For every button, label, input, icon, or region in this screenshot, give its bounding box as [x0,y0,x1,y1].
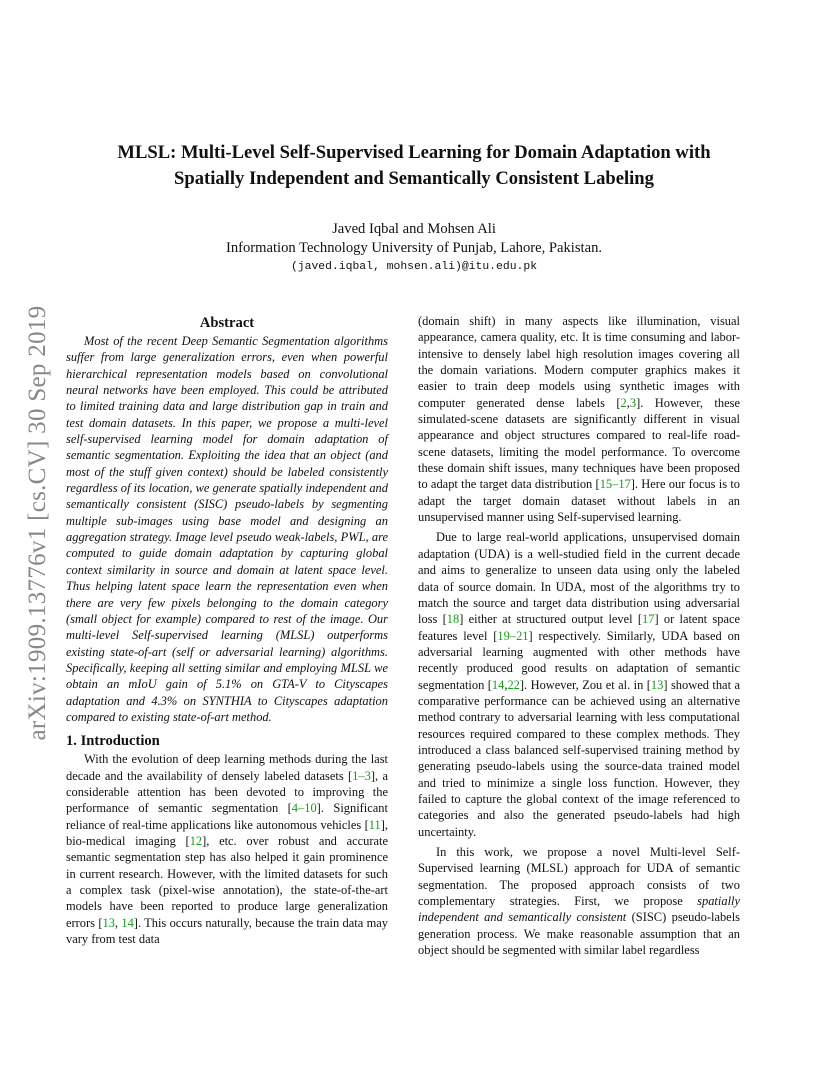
abstract-heading: Abstract [199,315,255,331]
paper-title [70,140,758,192]
author-email: (javed.iqbal, mohsen.ali)@itu.edu.pk [290,261,538,273]
title-line-1: MLSL: Multi-Level Self-Supervised Learning for Domain Adaptation with [117,142,711,163]
citation-link[interactable]: 14 [121,915,134,930]
citation-link[interactable]: 15–17 [599,477,631,492]
citation-link[interactable]: 12 [189,833,203,848]
author-affiliation: Information Technology University of Punjab, Lahore, Pakistan. [225,240,603,256]
arxiv-sidebar [20,285,56,760]
citation-link[interactable]: 13 [650,677,664,692]
citation-link[interactable]: 11 [368,817,381,832]
title-line-2: Spatially Independent and Semantically Consistent Labeling [174,168,654,189]
author-names: Javed Iqbal and Mohsen Ali [332,221,496,237]
intro-paragraph-2: Due to large real-world applications, unsupervised domain adaptation (UDA) is a well-studied field in the current decade and aims to generalize to unseen data using only the labeled data of source domain. In UDA, most of the algorithms try to match the source and target data distribution using adversarial loss [18] either at structured output level [17] or latent space features level [19–21] respectively. Similarly, UDA based on adversarial learning augmented with other methods have recently produced good results on adaptation of semantic segmentation [14,22]. However, Zou et al. in [13] showed that a comparative performance can be achieved using an alternative method contrary to adversarial learning with less computational resources required compared to these complex methods. They introduced a class balanced self-supervised training method by generating pseudo-labels using the source-data trained model and tried to minimize a single loss function. However, they failed to capture the global context of the image referenced to categories and also the generated pseudo-labels had high uncertainty. [418,530,741,839]
abstract-text: Most of the recent Deep Semantic Segmentation algorithms suffer from large generalization errors, even when powerful hierarchical representation models based on convolutional neural networks have been employed. This could be attributed to limited training data and large distribution gap in train and test domain datasets. In this paper, we propose a multi-level self-supervised learning model for domain adaptation of semantic segmentation. Exploiting the idea that an object (and most of the stuff given context) should be labeled consistently regardless of its location, we generate spatially independent and semantically consistent (SISC) pseudo-labels by segmenting multiple sub-images using base model and designing an aggregation strategy. Image level pseudo weak-labels, PWL, are computed to guide domain adaptation by capturing global context similarity in source and domain at latent space level. Thus helping latent space learn the representation even when there are very few pixels belonging to the domain category (small object for example) compared to rest of the image. Our multi-level Self-supervised learning (MLSL) outperforms existing state-of-art (self or adversarial learning) algorithms. Specifically, keeping all setting similar and employing MLSL we obtain an mIoU gain of 5.1% on GTA-V to Cityscapes adaptation and 4.3% on SYNTHIA to Cityscapes adaptation compared to existing state-of-art method. [66,334,388,724]
citation-link[interactable]: 17 [642,612,655,627]
intro-paragraph-1-continued: (domain shift) in many aspects like illumination, visual appearance, camera quality, etc. It is time consuming and labor-intensive to densely label high resolution images covering all the domain variations. Modern computer graphics makes it easier to train deep models using synthetic images with computer generated dense labels [2,3]. However, these simulated-scene datasets are significantly different in visual appearance and object structures compared to real-life road-scene datasets, limiting the model performance. To overcome these domain shift issues, many techniques have been proposed to adapt the target data distribution [15–17]. Here our focus is to adapt the target domain dataset without labels in an unsupervised manner using Self-supervised learning. [418,314,740,525]
citation-link[interactable]: 1–3 [352,768,371,783]
right-column [418,313,740,958]
citation-link[interactable]: 13 [102,915,115,930]
arxiv-identifier: arXiv:1909.13776v1 [cs.CV] 30 Sep 2019 [24,305,51,740]
introduction-heading: 1. Introduction [66,733,160,750]
citation-link[interactable]: 22 [507,677,520,692]
citation-link[interactable]: 3 [629,395,637,410]
left-column [66,313,388,947]
intro-paragraph-1: With the evolution of deep learning methods during the last decade and the availability of densely labeled datasets [1–3], a considerable attention has been devoted to improving the performance of semantic segmentation [4–10]. Significant reliance of real-time applications like autonomous vehicles [11], bio-medical imaging [12], etc. over robust and accurate semantic segmentation step has also helped it gain prominence in current research. However, with the limited datasets for such a complex task (pixel-wise annotation), the state-of-the-art models have been reported to produce large generalization errors [13, 14]. This occurs naturally, because the train data may vary from test data [66,752,388,947]
citation-link[interactable]: 14 [491,677,505,692]
citation-link[interactable]: 19–21 [497,628,529,643]
citation-link[interactable]: 4–10 [291,801,317,816]
citation-link[interactable]: 2 [620,395,627,410]
author-block [70,220,758,258]
intro-paragraph-3: In this work, we propose a novel Multi-level Self-Supervised learning (MLSL) approach for UDA of semantic segmentation. The proposed approach consists of two complementary strategies. First, we propose spatially independent and semantically consistent (SISC) pseudo-labels generation process. We make reasonable assumption that an object should be segmented with similar label regardless [418,845,740,958]
citation-link[interactable]: 18 [446,612,460,627]
